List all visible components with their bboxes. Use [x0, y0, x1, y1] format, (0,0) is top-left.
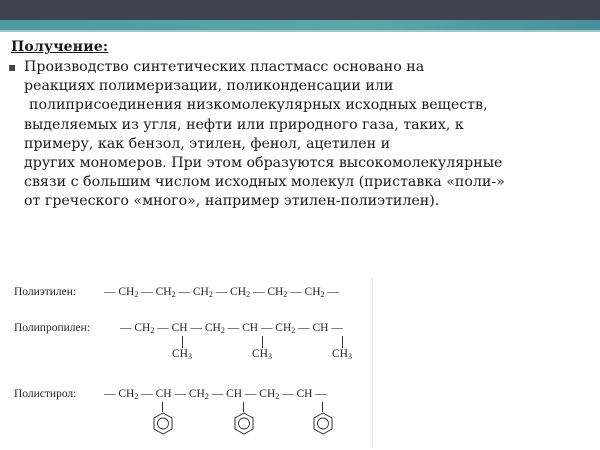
benzene-ring-icon — [152, 412, 174, 436]
accent-stripe — [0, 20, 600, 30]
polyethylene-label: Полиэтилен: — [14, 286, 77, 298]
bond-line — [182, 336, 183, 348]
bullet-line: связи с большим числом исходных молекул (приставка «поли-» — [24, 174, 505, 191]
polystyrene-chain: — $CH_2$ — CH — $CH_2$ — CH — $CH_2$ — CH — — [104, 388, 327, 401]
methyl-group: $CH_3$ — [252, 348, 272, 361]
bond-line — [162, 402, 163, 412]
polypropylene-chain: — $CH_2$ — CH — $CH_2$ — CH — $CH_2$ — CH — — [120, 322, 343, 335]
bond-line — [342, 336, 343, 348]
title-bar — [0, 0, 600, 20]
bullet-item — [8, 58, 593, 212]
bullet-line: выделяемых из угля, нефти или природного газа, таких, к — [24, 116, 464, 133]
bond-line — [322, 402, 323, 412]
bullet-line: реакциях полимеризации, поликонденсации или — [24, 78, 394, 95]
bullet-line: Производство синтетических пластмасс основано на — [24, 59, 425, 75]
section-heading: Получение: — [11, 39, 109, 55]
bullet-line: других мономеров. При этом образуются высокомолекулярные — [24, 155, 503, 172]
bond-line — [243, 402, 244, 412]
bullet-list — [8, 58, 593, 212]
bullet-line: от греческого «много», например этилен-полиэтилен). — [24, 193, 440, 210]
polyethylene-chain: — $CH_2$ — $CH_2$ — $CH_2$ — $CH_2$ — $CH_2$ — $CH_2$ — — [104, 286, 339, 299]
polymer-formulas-figure — [12, 278, 373, 448]
benzene-ring-icon — [312, 412, 334, 436]
methyl-group: $CH_3$ — [332, 348, 352, 361]
polypropylene-label: Полипропилен: — [14, 322, 90, 334]
benzene-ring-icon — [233, 412, 255, 436]
bullet-line: примеру, как бензол, этилен, фенол, ацетилен и — [24, 135, 391, 152]
bullet-line: полиприсоединения низкомолекулярных исходных веществ, — [29, 97, 488, 114]
polystyrene-label: Полистирол: — [14, 388, 77, 400]
bond-line — [262, 336, 263, 348]
methyl-group: $CH_3$ — [172, 348, 192, 361]
bullet-dot-icon: ▪ — [8, 60, 17, 74]
